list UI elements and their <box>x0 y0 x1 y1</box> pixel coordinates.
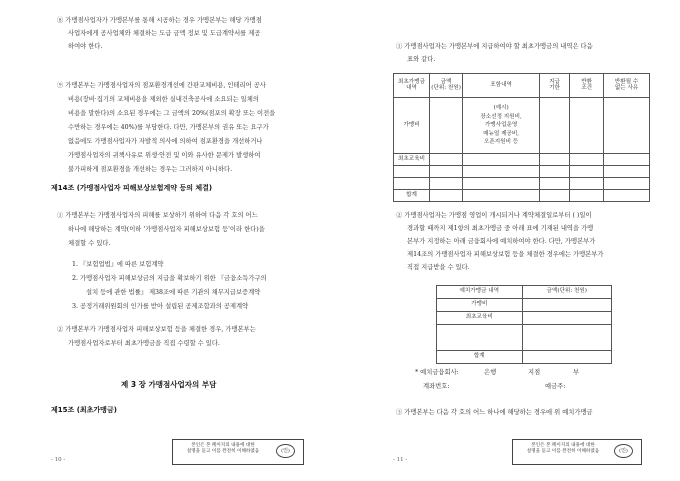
para8-line-3: 하여야 한다. <box>68 43 103 50</box>
right-p2-line-5: 직접 지급받을 수 있다. <box>407 264 470 271</box>
deposit-institution-label: * 예치금융회사: <box>415 369 459 376</box>
para9-line-2: 비용(장비·집기의 교체비용을 제외한 실내건축공사에 소요되는 일체의 <box>68 96 259 103</box>
para9-line-6: 가맹점사업자의 귀책사유로 위생·안전 및 이와 유사한 문제가 발생하여 <box>68 152 261 159</box>
right-p3-line-1: ③ 가맹본부는 다음 각 호의 어느 하나에 해당하는 경우에 위 예치가맹금 <box>396 409 593 416</box>
article15-title: 제15조 (최초가맹금) <box>51 406 117 414</box>
chapter-title: 제 3 장 가맹점사업자의 부담 <box>121 380 217 389</box>
header-nonrefundable: 반환될 수 없는 사유 <box>604 74 650 98</box>
right-p1-line-1: ① 가맹점사업자는 가맹본부에 지급하여야 할 최초가맹금의 내역은 다음 <box>396 43 593 50</box>
deposit-bank-label: 은행 <box>484 369 497 376</box>
right-p2-line-4: 제14조의 가맹점사업자 피해보상보험 등을 체결한 경우에는 가맹본부가 <box>407 251 604 258</box>
confirmation-line-1: 본인은 본 페이지의 내용에 대한 <box>191 443 255 448</box>
art14-p2-line-1: ② 가맹본부가 가맹점사업자 피해보상보험 등을 체결한 경우, 가맹본부는 <box>57 326 256 333</box>
deposit-row-total: 합계 <box>437 351 523 364</box>
art14-item-3: 3. 공정거래위원회의 인가를 받아 설립된 공제조합과의 공제계약 <box>72 303 249 310</box>
header-contents: 포함내역 <box>463 74 540 98</box>
para9-line-3: 비용을 말한다)의 소요된 경우에는 그 금액의 20%(점포의 확장 또는 이전을 <box>68 110 276 117</box>
account-number-label: 계좌번호: <box>423 383 450 390</box>
deposit-branch-label: 지점 <box>528 369 541 376</box>
para9-line-4: 수반하는 경우에는 40%)를 부담한다. 다만, 가맹본부의 권유 또는 요구가 <box>68 124 269 131</box>
header-refund-condition: 반환 조건 <box>570 74 604 98</box>
para8-line-1: ⑧ 가맹점사업자가 가맹본부를 통해 시공하는 경우 가맹본부는 해당 가맹점 <box>57 17 262 24</box>
para9-line-1: ⑨ 가맹본부는 가맹점사업자의 점포환경개선에 간판교체비용, 인테리어 공사 <box>57 82 266 89</box>
right-p2-line-2: 경과할 때까지 제1항의 최초가맹금 중 아래 표에 기재된 내역을 가맹 <box>407 225 594 232</box>
art14-p1-line-2: 하나에 해당하는 계약(이하 '가맹점사업자 피해보상보험 등'이라 한다)을 <box>68 226 265 233</box>
article14-title: 제14조 (가맹점사업자 피해보상보험계약 등의 체결) <box>51 184 213 192</box>
art14-item-1: 1. 『보험업법』에 따른 보험계약 <box>72 261 164 268</box>
art14-p1-line-1: ① 가맹본부는 가맹점사업자의 피해를 보상하기 위하여 다음 각 호의 어느 <box>57 212 258 219</box>
account-holder-label: 예금주: <box>545 383 566 390</box>
deposit-header-amount: 금액(단위: 천원) <box>522 286 611 299</box>
art14-p2-line-2: 가맹점사업자로부터 최초가맹금을 직접 수령할 수 있다. <box>68 340 220 347</box>
right-p1-line-2: 표와 같다. <box>407 56 436 63</box>
deposit-row-training: 최초교육비 <box>437 312 523 325</box>
art14-item-2: 2. 가맹점사업자 피해보상금의 지급을 확보하기 위한 『금융소득가구의 <box>72 275 267 282</box>
confirmation-text-right <box>514 443 612 454</box>
page-number: - 10 - <box>51 457 66 463</box>
para8-line-2: 사업자에게 공사업체와 체결하는 도급 금액 정보 및 도급계약서를 제공 <box>68 30 261 37</box>
confirmation-right-line-1: 본인은 본 페이지의 내용에 대한 <box>531 443 595 448</box>
right-p2-line-3: 본부가 지정하는 아래 금융회사에 예치하여야 한다. 다만, 가맹본부가 <box>407 238 596 245</box>
deposit-table <box>436 285 612 364</box>
header-due: 지급 기한 <box>539 74 569 98</box>
right-p2-line-1: ② 가맹점사업자는 가맹점 영업이 개시되거나 계약체결일로부터 ( )일이 <box>396 212 592 219</box>
seal-mark-right: (인) <box>614 444 633 458</box>
row-franchise-fee: 가맹비 <box>394 98 430 154</box>
deposit-row-empty <box>437 325 523 351</box>
art14-item-2-cont: 설치 등에 관한 법률』 제38조에 따른 기관의 채무지급보증계약 <box>86 289 261 296</box>
confirmation-text <box>174 443 272 454</box>
deposit-row-fee: 가맹비 <box>437 299 523 312</box>
franchise-fee-contents: (예시) 장소선정 지원비, 가맹사업운영 매뉴얼 제공비, 오픈지원비 등 <box>463 98 540 154</box>
header-amount: 금액 (단위: 천원) <box>430 74 463 98</box>
confirmation-line-2: 설명을 듣고 이를 완전히 이해하였음 <box>186 448 260 454</box>
header-fee-type: 최초가맹금 내역 <box>394 74 430 98</box>
deposit-dept-label: 부 <box>573 369 580 376</box>
para9-line-5: 없음에도 가맹점사업자가 자발적 의사에 의하여 점포환경을 개선하거나 <box>68 138 263 145</box>
initial-fee-table <box>393 73 650 202</box>
row-total: 합계 <box>394 190 430 202</box>
row-initial-training: 최초교육비 <box>394 154 430 166</box>
right-page <box>340 0 680 481</box>
deposit-header-items: 예치가맹금 내역 <box>437 286 523 299</box>
art14-p1-line-3: 체결할 수 있다. <box>68 240 111 247</box>
para9-line-7: 불가피하게 점포환경을 개선하는 경우는 그러하지 아니하다. <box>68 166 233 173</box>
confirmation-right-line-2: 설명을 듣고 이를 완전히 이해하였음 <box>526 448 600 454</box>
seal-mark: (인) <box>276 444 295 458</box>
page-number-right: - 11 - <box>393 457 408 463</box>
